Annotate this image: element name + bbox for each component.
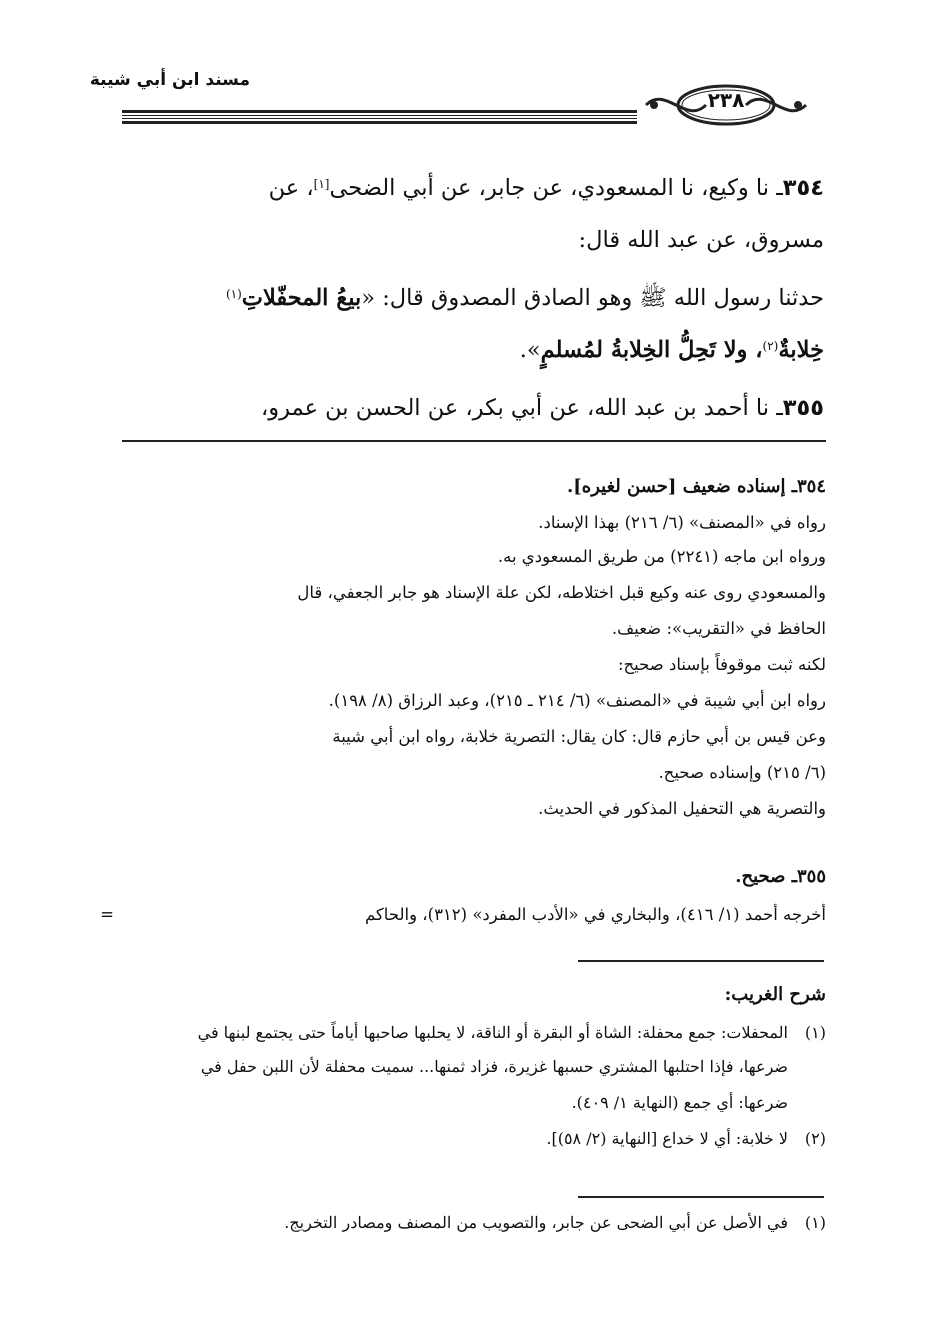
takhrij-line: والمسعودي روى عنه وكيع قبل اختلاطه، لكن علة الإسناد هو جابر الجعفي، قال: [297, 583, 826, 602]
hadith-354-line-2: مسروق، عن عبد الله قال:: [578, 227, 824, 253]
takhrij-355-line: أخرجه أحمد (١/ ٤١٦)، والبخاري في «الأدب المفرد» (٣١٢)، والحاكم: [364, 905, 826, 924]
header-rule: [122, 110, 637, 126]
footnote-1: (١)في الأصل عن أبي الضحى عن جابر، والتصويب من المصنف ومصادر التخريج.: [284, 1213, 826, 1232]
hadith-354-line-3: حدثنا رسول الله ﷺ وهو الصادق المصدوق قال: «بيعُ المحفّلاتِ$^{(١)}$: [225, 285, 824, 311]
takhrij-line: لكنه ثبت موقوفاً بإسناد صحيح:: [617, 655, 826, 674]
footnote-ref: (١): [225, 287, 242, 301]
takhrij-line: الحافظ في «التقريب»: ضعيف.: [611, 619, 826, 638]
takhrij-line: ورواه ابن ماجه (٢٢٤١) من طريق المسعودي به.: [497, 547, 826, 566]
takhrij-line: (٦/ ٢١٥) وإسناده صحيح.: [658, 763, 826, 782]
takhrij-line: رواه في «المصنف» (٦/ ٢١٦) بهذا الإسناد.: [538, 513, 826, 532]
footnote-ref: [١]: [313, 177, 330, 191]
takhrij-line: رواه ابن أبي شيبة في «المصنف» (٦/ ٢١٤ ـ ٢١٥)، وعبد الرزاق (٨/ ١٩٨).: [328, 691, 826, 710]
hadith-number: ٣٥٤: [782, 175, 824, 201]
hadith-354-line-1: ٣٥٤ـ نا وكيع، نا المسعودي، عن جابر، عن أبي الضحى[١]، عن: [268, 175, 824, 201]
gharib-note-1: (١)المحفلات: جمع محفلة: الشاة أو البقرة أو الناقة، لا يحلبها صاحبها أياماً حتى يجتمع لبنها في: [197, 1023, 826, 1042]
hadith-355-line-1: ٣٥٥ـ نا أحمد بن عبد الله، عن أبي بكر، عن الحسن بن عمرو،: [261, 395, 824, 421]
gharib-note-2: (٢)لا خلابة: أي لا خداع [النهاية (٢/ ٥٨)].: [546, 1129, 826, 1148]
page-number: ٢٣٨: [707, 88, 745, 112]
footnote-divider: [578, 1196, 824, 1198]
gharib-title: شرح الغريب:: [724, 984, 826, 1005]
hadith-354-line-4: خِلابةٌ$^{(٢)}$، ولا تَحِلُّ الخِلابةُ لمُسلمٍ».: [519, 337, 824, 363]
running-header-title: مسند ابن أبي شيبة: [89, 70, 250, 90]
takhrij-355-heading: ٣٥٥ـ صحيح.: [735, 866, 826, 887]
footnote-ref: (٢): [762, 339, 779, 353]
hadith-number: ٣٥٥: [782, 395, 824, 421]
gharib-note-1-cont: ضرعها، فإذا احتلبها المشتري حسبها غزيرة، فزاد ثمنها... سميت محفلة لأن اللبن حفل في: [200, 1057, 788, 1076]
takhrij-354-heading: ٣٥٤ـ إسناده ضعيف [حسن لغيره].: [567, 476, 826, 497]
gharib-divider: [578, 960, 824, 962]
gharib-note-1-cont: ضرعها: أي جمع (النهاية ١/ ٤٠٩).: [571, 1093, 788, 1112]
continuation-mark: =: [100, 905, 114, 924]
section-divider: [122, 440, 826, 442]
takhrij-line: وعن قيس بن أبي حازم قال: كان يقال: التصرية خلابة، رواه ابن أبي شيبة: [332, 727, 826, 746]
takhrij-line: والتصرية هي التحفيل المذكور في الحديث.: [538, 799, 826, 818]
